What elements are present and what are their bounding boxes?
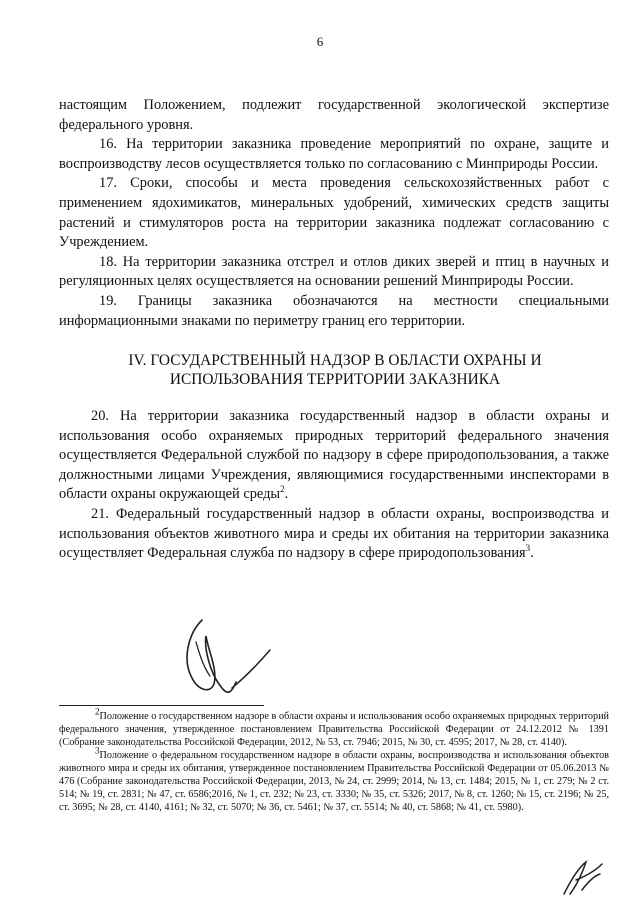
paragraph-21 [59,505,609,564]
signature-icon [180,612,280,707]
paragraph-21-text: 21. Федеральный государственный надзор в области охраны, воспроизводства и использования объектов животного мира и среды их обитания на территории заказника осуществляет Федеральная служба по надзору в сфере природопользования [59,505,609,562]
paragraph-20-text: 20. На территории заказника государственный надзор в области охраны и использования особо охраняемых природных территорий федерального значения осуществляется Федеральной службой по надзору в сфере природопользования, а также должностными лицами Учреждения, являющимися государственными инспекторами в области охраны окружающей среды [59,408,609,503]
paragraph-continuation: настоящим Положением, подлежит государственной экологической экспертизе федерального уровня. [59,97,609,133]
paragraph-16: 16. На территории заказника проведение мероприятий по охране, защите и воспроизводству лесов осуществляется только по согласованию с Минприроды России. [59,136,609,172]
footnote-ref-2: 2 [280,484,285,495]
footnote-3-marker: 3 [95,745,100,756]
body-text [59,96,609,331]
section-heading-line-1: IV. ГОСУДАРСТВЕННЫЙ НАДЗОР В ОБЛАСТИ ОХРАНЫ И [128,352,542,369]
section-heading [80,351,590,389]
footnote-2-marker: 2 [95,706,100,717]
paragraph-20 [59,407,609,505]
paragraph-19: 19. Границы заказника обозначаются на местности специальными информационными знаками по периметру границ его территории. [59,292,609,329]
footnote-2 [59,706,609,749]
paragraph-17: 17. Сроки, способы и места проведения сельскохозяйственных работ с применением ядохимикатов, минеральных удобрений, химических средств защиты растений и стимуляторов роста на территории заказника подлежат согласованию с Учреждением. [59,175,609,251]
footnotes [59,706,609,814]
page-number: 6 [316,34,324,49]
footnote-2-text: Положение о государственном надзоре в области охраны и использования особо охраняемых природных территорий федерального значения, утвержденное постановлением Правительства Российской Федерации от 24.12.2012 № 1391 (Собрание законодательства Российской Федерации, 2012, № 53, ст. 7946; 2015, № 30, ст. 4595; 2017, № 28, ст. 4140). [59,711,609,748]
paragraph-18: 18. На территории заказника отстрел и отлов диких зверей и птиц в научных и регуляционных целях осуществляется на основании решений Минприроды России. [59,253,609,290]
footnote-3 [59,745,609,814]
section-text [59,407,609,564]
section-heading-line-2: ИСПОЛЬЗОВАНИЯ ТЕРРИТОРИИ ЗАКАЗНИКА [169,371,501,388]
paragraph-21-end: . [530,545,534,562]
footnote-3-text: Положение о федеральном государственном надзоре в области охраны, воспроизводства и использования объектов животного мира и среды их обитания, утвержденное постановлением Правительства Российской Федерации от 05.06.2013 № 476 (Собрание законодательства Российской Федерации, 2013, № 24, ст. 2999; 2014, № 13, ст. 1484; 2015, № 1, ст. 279; № 2 ст. 514; № 19, ст. 2831; № 47, ст. 6586;2016, № 1, ст. 232; № 23, ст. 3330; № 35, ст. 5326; 2017, № 8, ст. 1260; № 15, ст. 2196; № 25, ст. 3695; № 28, ст. 4140, 4161; № 32, ст. 5070; № 36, ст. 5461; № 37, ст. 5514; № 40, ст. 5868; № 41, ст. 5980). [59,750,609,813]
initials-signature-icon [556,856,606,898]
footnote-ref-3: 3 [525,543,531,554]
paragraph-20-end: . [284,486,289,503]
footnote-divider [59,705,264,706]
